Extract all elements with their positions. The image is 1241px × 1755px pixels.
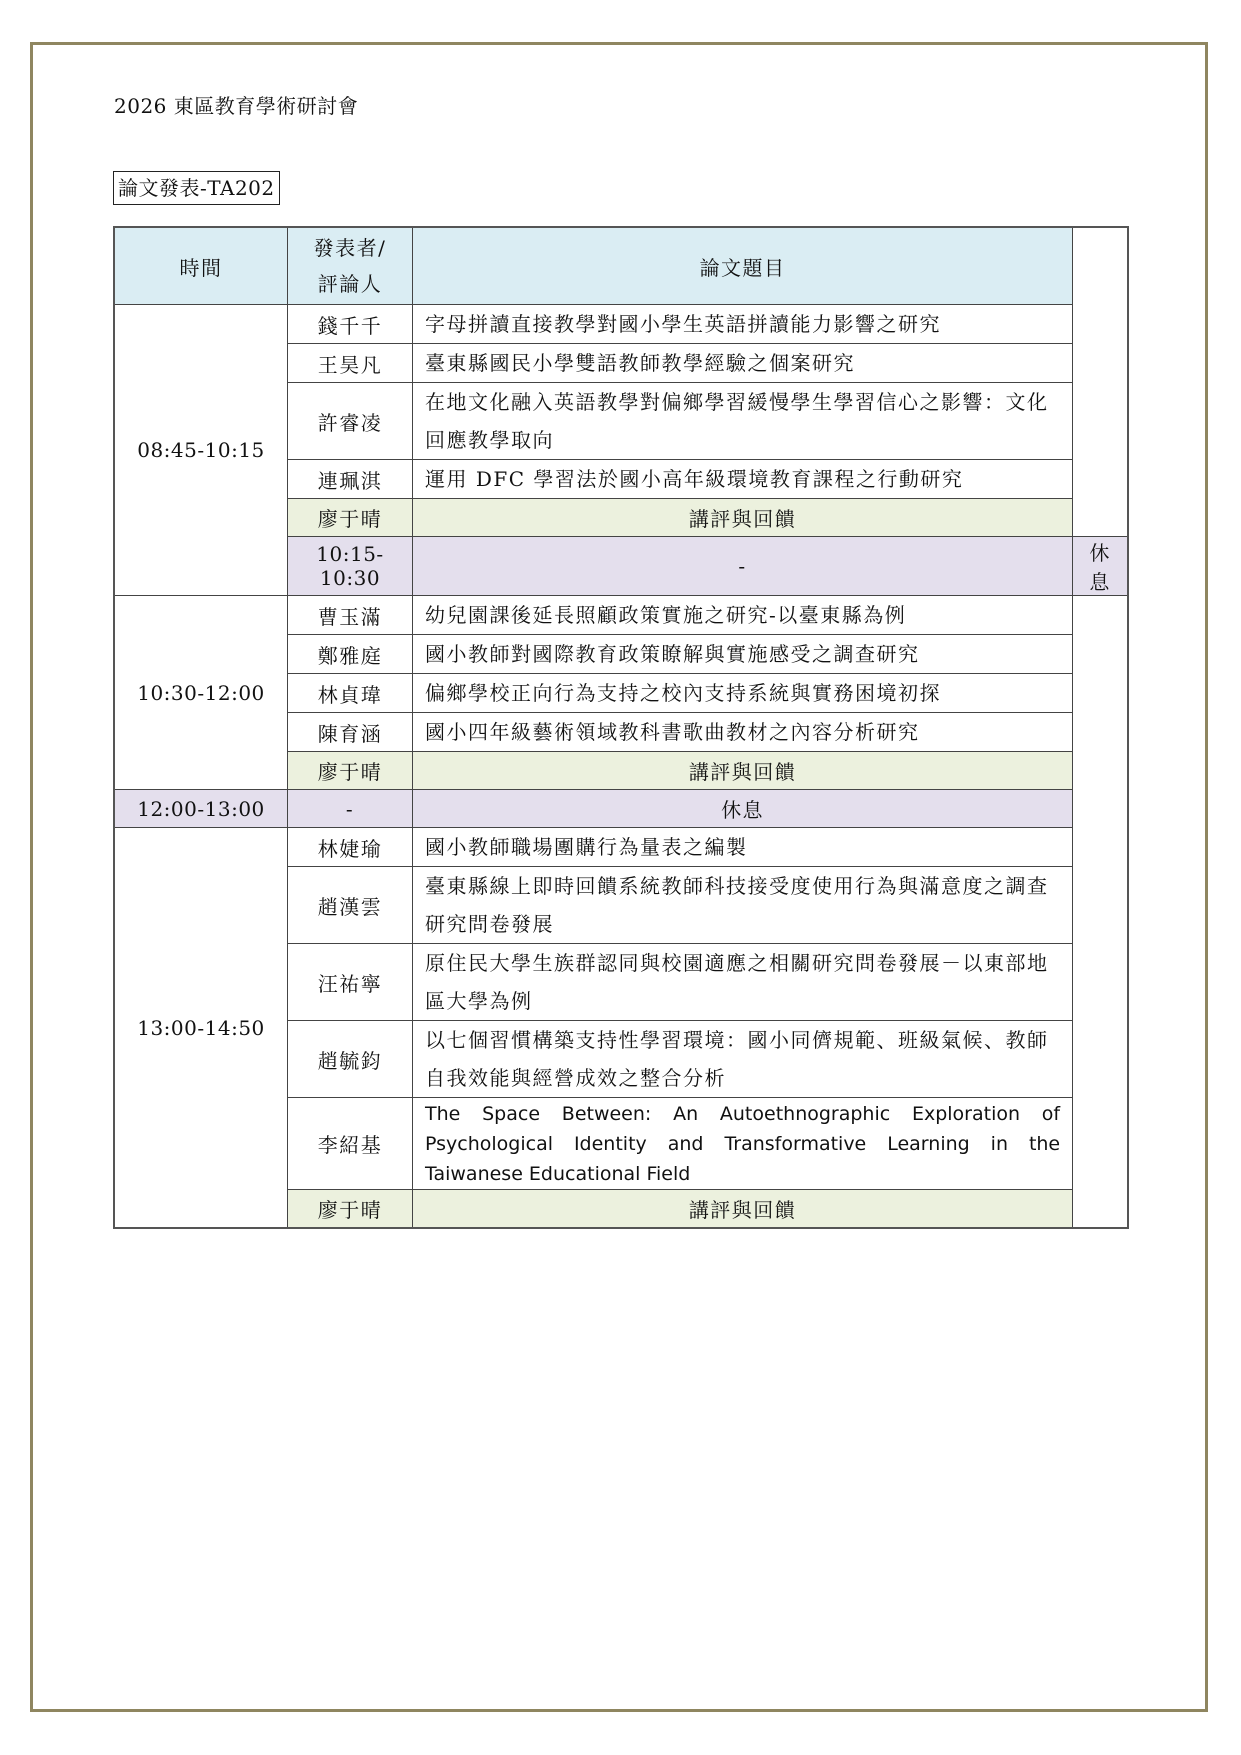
presenter-name: 林婕瑜 <box>288 828 413 867</box>
paper-title: 運用 DFC 學習法於國小高年級環境教育課程之行動研究 <box>413 460 1073 499</box>
review-label: 講評與回饋 <box>413 499 1073 537</box>
break-row <box>114 790 1128 828</box>
presenter-name: 鄭雅庭 <box>288 635 413 674</box>
session-label: 論文發表-TA202 <box>113 171 280 205</box>
paper-title: 在地文化融入英語教學對偏鄉學習緩慢學生學習信心之影響：文化回應教學取向 <box>413 383 1073 460</box>
review-label: 講評與回饋 <box>413 752 1073 790</box>
reviewer-name: 廖于晴 <box>288 499 413 537</box>
presenter-name: 連珮淇 <box>288 460 413 499</box>
paper-title: 國小四年級藝術領域教科書歌曲教材之內容分析研究 <box>413 713 1073 752</box>
paper-title: 以七個習慣構築支持性學習環境：國小同儕規範、班級氣候、教師自我效能與經營成效之整合分析 <box>413 1021 1073 1098</box>
conference-header: 2026 東區教育學術研討會 <box>114 94 359 118</box>
header-title: 論文題目 <box>413 227 1073 305</box>
reviewer-name: 廖于晴 <box>288 1190 413 1229</box>
presenter-name: 李紹基 <box>288 1098 413 1190</box>
break-presenter: - <box>413 537 1073 596</box>
break-label: 休息 <box>1073 537 1128 596</box>
paper-title: 國小教師職場團購行為量表之編製 <box>413 828 1073 867</box>
paper-title: 原住民大學生族群認同與校園適應之相關研究問卷發展－以東部地區大學為例 <box>413 944 1073 1021</box>
time-slot: 10:30-12:00 <box>114 596 288 790</box>
paper-title: The Space Between: An Autoethnographic Exploration of Psychological Identity and Transformative Learning in the Taiwanese Educational Field <box>413 1098 1073 1190</box>
presenter-name: 曹玉滿 <box>288 596 413 635</box>
paper-title: 偏鄉學校正向行為支持之校內支持系統與實務困境初探 <box>413 674 1073 713</box>
schedule-table <box>113 226 1129 1229</box>
paper-title: 幼兒園課後延長照顧政策實施之研究-以臺東縣為例 <box>413 596 1073 635</box>
table-row <box>114 305 1128 344</box>
time-slot: 13:00-14:50 <box>114 828 288 1229</box>
header-presenter-line1: 發表者/ <box>313 236 387 260</box>
presenter-name: 林貞瑋 <box>288 674 413 713</box>
presenter-name: 趙毓鈞 <box>288 1021 413 1098</box>
reviewer-name: 廖于晴 <box>288 752 413 790</box>
paper-title: 臺東縣國民小學雙語教師教學經驗之個案研究 <box>413 344 1073 383</box>
review-label: 講評與回饋 <box>413 1190 1073 1229</box>
presenter-name: 許睿凌 <box>288 383 413 460</box>
break-presenter: - <box>288 790 413 828</box>
paper-title: 字母拼讀直接教學對國小學生英語拼讀能力影響之研究 <box>413 305 1073 344</box>
presenter-name: 趙漢雲 <box>288 867 413 944</box>
presenter-name: 錢千千 <box>288 305 413 344</box>
paper-title: 國小教師對國際教育政策瞭解與實施感受之調查研究 <box>413 635 1073 674</box>
header-presenter <box>288 227 413 305</box>
break-label: 休息 <box>413 790 1073 828</box>
table-row <box>114 828 1128 867</box>
presenter-name: 陳育涵 <box>288 713 413 752</box>
header-time: 時間 <box>114 227 288 305</box>
time-slot: 08:45-10:15 <box>114 305 288 596</box>
paper-title: 臺東縣線上即時回饋系統教師科技接受度使用行為與滿意度之調查研究問卷發展 <box>413 867 1073 944</box>
table-row <box>114 596 1128 635</box>
presenter-name: 汪祐寧 <box>288 944 413 1021</box>
presenter-name: 王昊凡 <box>288 344 413 383</box>
break-time: 12:00-13:00 <box>114 790 288 828</box>
header-presenter-line2: 評論人 <box>317 272 383 296</box>
break-time: 10:15-10:30 <box>288 537 413 596</box>
table-header-row <box>114 227 1128 305</box>
